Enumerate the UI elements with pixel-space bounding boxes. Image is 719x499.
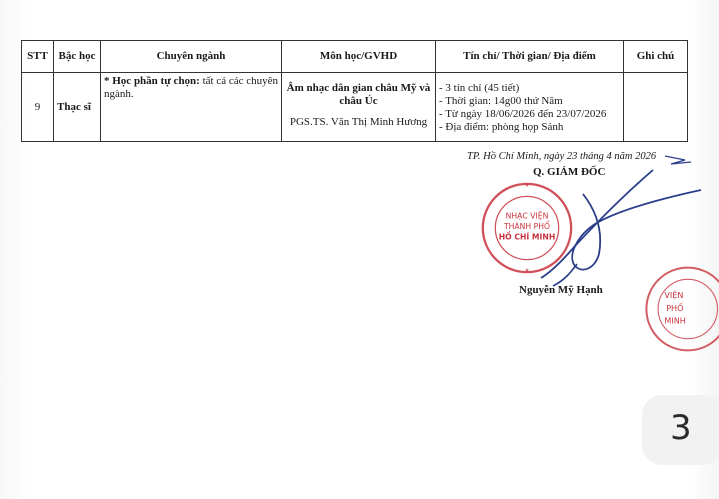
seal-line-3: HỒ CHÍ MINH bbox=[498, 232, 556, 242]
subject-name: Âm nhạc dân gian châu Mỹ và châu Úc bbox=[286, 82, 431, 107]
major-prefix: * Học phần tự chọn: bbox=[104, 75, 200, 87]
major-text: tất cả các chuyên ngành. bbox=[104, 75, 279, 100]
header-major: Chuyên ngành bbox=[101, 41, 282, 73]
detail-location: - Địa điểm: phòng họp Sảnh bbox=[439, 121, 564, 133]
cell-subject bbox=[282, 73, 436, 142]
cell-major bbox=[101, 73, 282, 142]
cell-stt: 9 bbox=[22, 73, 54, 142]
detail-credits: - 3 tín chỉ (45 tiết) bbox=[439, 82, 520, 94]
seal-line-2: THÀNH PHỐ bbox=[503, 221, 551, 231]
header-details: Tín chỉ/ Thời gian/ Địa điểm bbox=[436, 41, 624, 73]
deputy-director-title: Q. GIÁM ĐỐC bbox=[533, 166, 606, 178]
cell-details bbox=[436, 73, 624, 142]
detail-dates: - Từ ngày 18/06/2026 đến 23/07/2026 bbox=[439, 108, 607, 120]
partial-seal-line-2: PHỐ bbox=[666, 302, 684, 313]
header-subject: Môn học/GVHD bbox=[282, 41, 436, 73]
partial-seal-line-3: MINH bbox=[664, 315, 686, 326]
svg-text:★: ★ bbox=[524, 268, 530, 275]
signer-name: Nguyễn Mỹ Hạnh bbox=[519, 284, 603, 296]
subject-teacher: PGS.TS. Văn Thị Minh Hương bbox=[289, 116, 428, 128]
schedule-table bbox=[21, 40, 688, 142]
table-header-row bbox=[22, 41, 688, 73]
date-line: TP. Hồ Chí Minh, ngày 23 tháng 4 năm 2026 bbox=[467, 151, 657, 162]
seal-line-1: NHẠC VIỆN bbox=[505, 211, 549, 221]
header-stt: STT bbox=[22, 41, 54, 73]
svg-text:✶: ✶ bbox=[524, 183, 530, 190]
header-level: Bậc học bbox=[54, 41, 101, 73]
header-note: Ghi chú bbox=[624, 41, 688, 73]
cell-level: Thạc sĩ bbox=[54, 73, 101, 142]
cell-note bbox=[624, 73, 688, 142]
partial-seal-line-1: VIỆN bbox=[664, 290, 684, 301]
detail-time: - Thời gian: 14g00 thứ Năm bbox=[439, 95, 563, 107]
table-row bbox=[22, 73, 688, 142]
handwritten-signature bbox=[505, 150, 717, 300]
page-number: 3 bbox=[670, 408, 692, 448]
